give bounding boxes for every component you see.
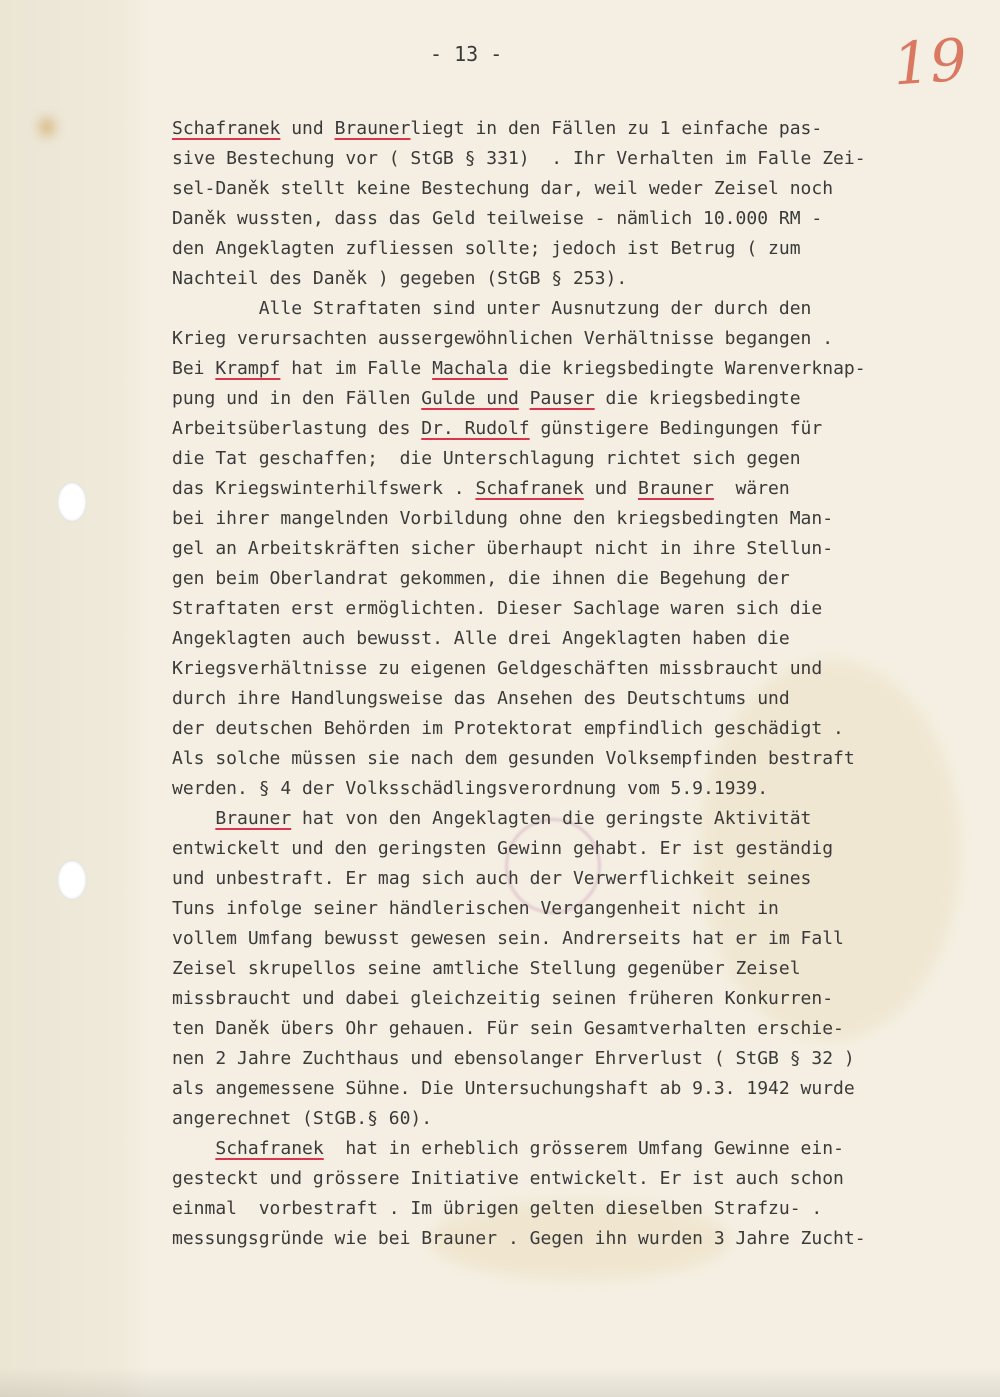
text-segment: die Tat geschaffen; die Unterschlagung richtet sich gegen [172,448,801,469]
text-line [172,354,972,384]
text-line [172,564,972,594]
underlined-name: Brauner [334,118,411,139]
underlined-name: Krampf [215,358,281,379]
punch-hole [57,860,87,900]
text-line [172,894,972,924]
text-segment: werden. § 4 der Volksschädlingsverordnung vom 5.9.1939. [172,778,769,799]
text-segment: Kriegsverhältnisse zu eigenen Geldgeschäften missbraucht und [172,658,823,679]
text-segment: vollem Umfang bewusst gewesen sein. Andrerseits hat er im Fall [172,928,844,949]
text-segment: gel an Arbeitskräften sicher überhaupt nicht in ihre Stellun- [172,538,834,559]
text-segment: als angemessene Sühne. Die Untersuchungshaft ab 9.3. 1942 wurde [172,1078,855,1099]
text-line [172,1014,972,1044]
text-segment: Als solche müssen sie nach dem gesunden Volksempfinden bestraft [172,748,855,769]
text-line [172,414,972,444]
text-segment: Zeisel skrupellos seine amtliche Stellung gegenüber Zeisel [172,958,801,979]
text-line [172,924,972,954]
typed-body-text [172,114,972,1254]
text-segment: und [583,478,638,499]
text-line [172,534,972,564]
text-line [172,1224,972,1254]
text-segment: hat von den Angeklagten die geringste Aktivität [291,808,812,829]
underlined-name: Machala [432,358,508,379]
text-line [172,984,972,1014]
text-segment: missbraucht und dabei gleichzeitig seinen früheren Konkurren- [172,988,834,1009]
text-line [172,594,972,624]
text-segment: günstigere Bedingungen für [529,418,823,439]
text-line [172,684,972,714]
text-segment: gesteckt und grössere Initiative entwickelt. Er ist auch schon [172,1168,844,1189]
text-segment [172,1138,215,1159]
text-segment: entwickelt und den geringsten Gewinn gehabt. Er ist geständig [172,838,834,859]
text-segment: hat im Falle [280,358,433,379]
underlined-name: Schafranek [215,1138,324,1159]
text-line [172,144,972,174]
text-line [172,744,972,774]
text-line [172,474,972,504]
text-line [172,774,972,804]
underlined-name: Gulde und [421,388,519,409]
text-segment: bei ihrer mangelnden Vorbildung ohne den kriegsbedingten Man- [172,508,834,529]
text-line [172,1134,972,1164]
underlined-name: Schafranek [172,118,281,139]
text-segment: ten Daněk übers Ohr gehauen. Für sein Gesamtverhalten erschie- [172,1018,844,1039]
punch-hole [57,482,87,522]
text-segment: Arbeitsüberlastung des [172,418,422,439]
text-segment: Krieg verursachten aussergewöhnlichen Verhältnisse begangen . [172,328,834,349]
text-segment: durch ihre Handlungsweise das Ansehen des Deutschtums und [172,688,790,709]
text-line [172,234,972,264]
text-segment [172,808,215,829]
paper-stain [40,118,54,136]
text-line [172,114,972,144]
text-segment: sel-Daněk stellt keine Bestechung dar, weil weder Zeisel noch [172,178,834,199]
text-segment: nen 2 Jahre Zuchthaus und ebensolanger Ehrverlust ( StGB § 32 ) [172,1048,855,1069]
text-segment: einmal vorbestraft . Im übrigen gelten dieselben Strafzu- . [172,1198,823,1219]
text-line [172,1104,972,1134]
text-line [172,384,972,414]
page-margin [0,0,150,1397]
underlined-name: Brauner [215,808,292,829]
page-number: - 13 - [430,42,503,66]
text-line [172,294,972,324]
text-line [172,1044,972,1074]
text-segment: und unbestraft. Er mag sich auch der Verwerflichkeit seines [172,868,812,889]
text-segment: hat in erheblich grösserem Umfang Gewinne ein- [323,1138,844,1159]
text-segment: wären [713,478,790,499]
text-line [172,174,972,204]
text-segment: die kriegsbedingte [594,388,801,409]
text-segment: Straftaten erst ermöglichten. Dieser Sachlage waren sich die [172,598,823,619]
underlined-name: Brauner [638,478,714,499]
page-bottom-shadow [0,1367,1000,1397]
text-line [172,1194,972,1224]
text-line [172,204,972,234]
text-line [172,654,972,684]
text-line [172,264,972,294]
text-segment [519,388,530,409]
text-line [172,804,972,834]
text-segment: Nachteil des Daněk ) gegeben (StGB § 253). [172,268,628,289]
text-line [172,324,972,354]
text-segment: den Angeklagten zufliessen sollte; jedoch ist Betrug ( zum [172,238,801,259]
text-segment: und [280,118,335,139]
underlined-name: Schafranek [475,478,584,499]
underlined-name: Pauser [529,388,595,409]
handwritten-folio-number: 19 [890,25,970,99]
text-segment: Tuns infolge seiner händlerischen Vergangenheit nicht in [172,898,779,919]
text-segment: das Kriegswinterhilfswerk . [172,478,476,499]
text-segment: der deutschen Behörden im Protektorat empfindlich geschädigt . [172,718,844,739]
text-segment: pung und in den Fällen [172,388,422,409]
text-segment: Daněk wussten, dass das Geld teilweise - nämlich 10.000 RM - [172,208,823,229]
text-segment: Bei [172,358,216,379]
text-segment: Alle Straftaten sind unter Ausnutzung der durch den [172,298,812,319]
text-segment: angerechnet (StGB.§ 60). [172,1108,433,1129]
text-line [172,1164,972,1194]
text-line [172,714,972,744]
underlined-name: Dr. Rudolf [421,418,530,439]
text-line [172,864,972,894]
text-segment: Angeklagten auch bewusst. Alle drei Angeklagten haben die [172,628,790,649]
text-line [172,834,972,864]
text-segment: gen beim Oberlandrat gekommen, die ihnen die Begehung der [172,568,790,589]
text-segment: liegt in den Fällen zu 1 einfache pas- [410,118,823,139]
text-line [172,504,972,534]
text-segment: messungsgründe wie bei Brauner . Gegen ihn wurden 3 Jahre Zucht- [172,1228,866,1249]
text-line [172,624,972,654]
text-line [172,954,972,984]
text-line [172,444,972,474]
text-segment: die kriegsbedingte Warenverknap- [507,358,866,379]
text-segment: sive Bestechung vor ( StGB § 331) . Ihr Verhalten im Falle Zei- [172,148,866,169]
text-line [172,1074,972,1104]
